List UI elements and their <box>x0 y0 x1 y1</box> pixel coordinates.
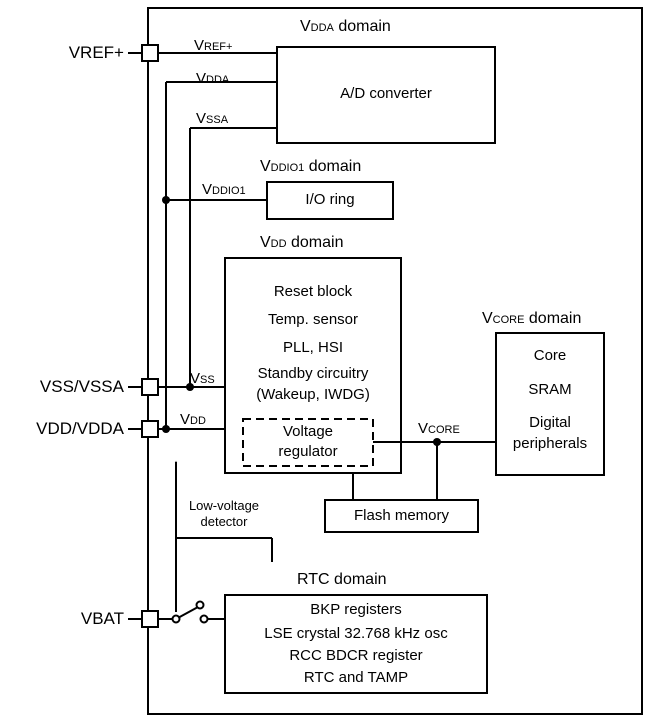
pin-vss-vssa: VSS/VSSA <box>39 377 124 396</box>
rtc-line-rcc-bdcr: RCC BDCR register <box>289 647 423 664</box>
vcore-line-core: Core <box>533 347 567 364</box>
voltage-regulator-line1: Voltage <box>282 423 334 440</box>
domain-title-vcore-suffix: domain <box>524 310 582 327</box>
signal-vref-plus-sub: REF+ <box>204 41 233 53</box>
domain-title-rtc: RTC domain <box>297 571 387 588</box>
domain-title-vdd-base: V <box>260 234 271 251</box>
pad-vrefplus <box>142 45 158 61</box>
domain-title-vcore-sub: CORE <box>492 314 525 326</box>
signal-vddio1-sub: DDIO1 <box>212 185 246 197</box>
domain-title-vdd-sub: DD <box>270 238 287 250</box>
rtc-line-rtc-tamp: RTC and TAMP <box>303 669 409 686</box>
domain-title-vdda-suffix: domain <box>333 18 391 35</box>
low-voltage-detector-label <box>174 498 274 529</box>
signal-vdda <box>196 70 229 87</box>
domain-title-vcore <box>482 310 581 328</box>
signal-vss <box>190 370 215 387</box>
flash-label: Flash memory <box>353 507 450 524</box>
junction-vddio1 <box>162 196 170 204</box>
low-voltage-detector-line2: detector <box>200 513 248 529</box>
domain-title-vdda <box>300 18 391 36</box>
pad-vss <box>142 379 158 395</box>
junction-vdd <box>162 425 170 433</box>
vdd-line-pll-hsi: PLL, HSI <box>282 339 344 356</box>
signal-vcore <box>418 420 460 437</box>
vdd-line-temp-sensor: Temp. sensor <box>267 311 359 328</box>
signal-vcore-sub: CORE <box>428 424 460 436</box>
domain-title-vddio1-sub: DDIO1 <box>270 162 305 174</box>
domain-title-vdd <box>260 234 343 252</box>
pin-vbat: VBAT <box>80 609 124 628</box>
domain-title-vcore-base: V <box>482 310 493 327</box>
pin-vrefplus: VREF+ <box>68 43 124 62</box>
signal-vddio1 <box>202 181 246 198</box>
rtc-line-bkp: BKP registers <box>310 601 402 618</box>
signal-vddio1-base: V <box>202 181 213 198</box>
pad-vbat <box>142 611 158 627</box>
signal-vref-plus <box>194 37 232 54</box>
signal-vcore-base: V <box>418 420 429 437</box>
vcore-line-sram: SRAM <box>528 381 572 398</box>
pad-vdd <box>142 421 158 437</box>
pin-vdd-vdda: VDD/VDDA <box>36 419 124 438</box>
vdd-line-reset-block: Reset block <box>273 283 353 300</box>
signal-vdda-base: V <box>196 70 207 87</box>
vdd-line-standby: Standby circuitry <box>257 365 369 382</box>
signal-vssa-base: V <box>196 110 207 127</box>
signal-vref-plus-base: V <box>194 37 205 54</box>
voltage-regulator-line2: regulator <box>278 443 338 460</box>
vdd-line-wakeup-iwdg: (Wakeup, IWDG) <box>256 386 370 403</box>
io-ring-label: I/O ring <box>305 191 355 208</box>
domain-title-vdda-sub: DDA <box>310 22 334 34</box>
domain-title-vddio1-base: V <box>260 158 271 175</box>
signal-vdda-sub: DDA <box>206 74 230 86</box>
signal-vss-sub: SS <box>200 374 215 386</box>
signal-vss-base: V <box>190 370 201 387</box>
vcore-line-digital: Digital <box>529 414 571 431</box>
domain-title-vddio1 <box>260 158 361 176</box>
low-voltage-detector-line1: Low-voltage <box>188 498 260 513</box>
signal-vssa-sub: SSA <box>206 114 229 126</box>
domain-title-vdd-suffix: domain <box>286 234 344 251</box>
signal-vdd-base: V <box>180 411 191 428</box>
signal-vdd-sub: DD <box>190 415 206 427</box>
adc-label: A/D converter <box>340 85 432 102</box>
signal-vssa <box>196 110 228 127</box>
domain-title-vdda-base: V <box>300 18 311 35</box>
rtc-line-lse: LSE crystal 32.768 kHz osc <box>264 625 448 642</box>
signal-vdd <box>180 411 206 428</box>
domain-title-vddio1-suffix: domain <box>304 158 362 175</box>
vcore-line-peripherals: peripherals <box>512 435 588 452</box>
